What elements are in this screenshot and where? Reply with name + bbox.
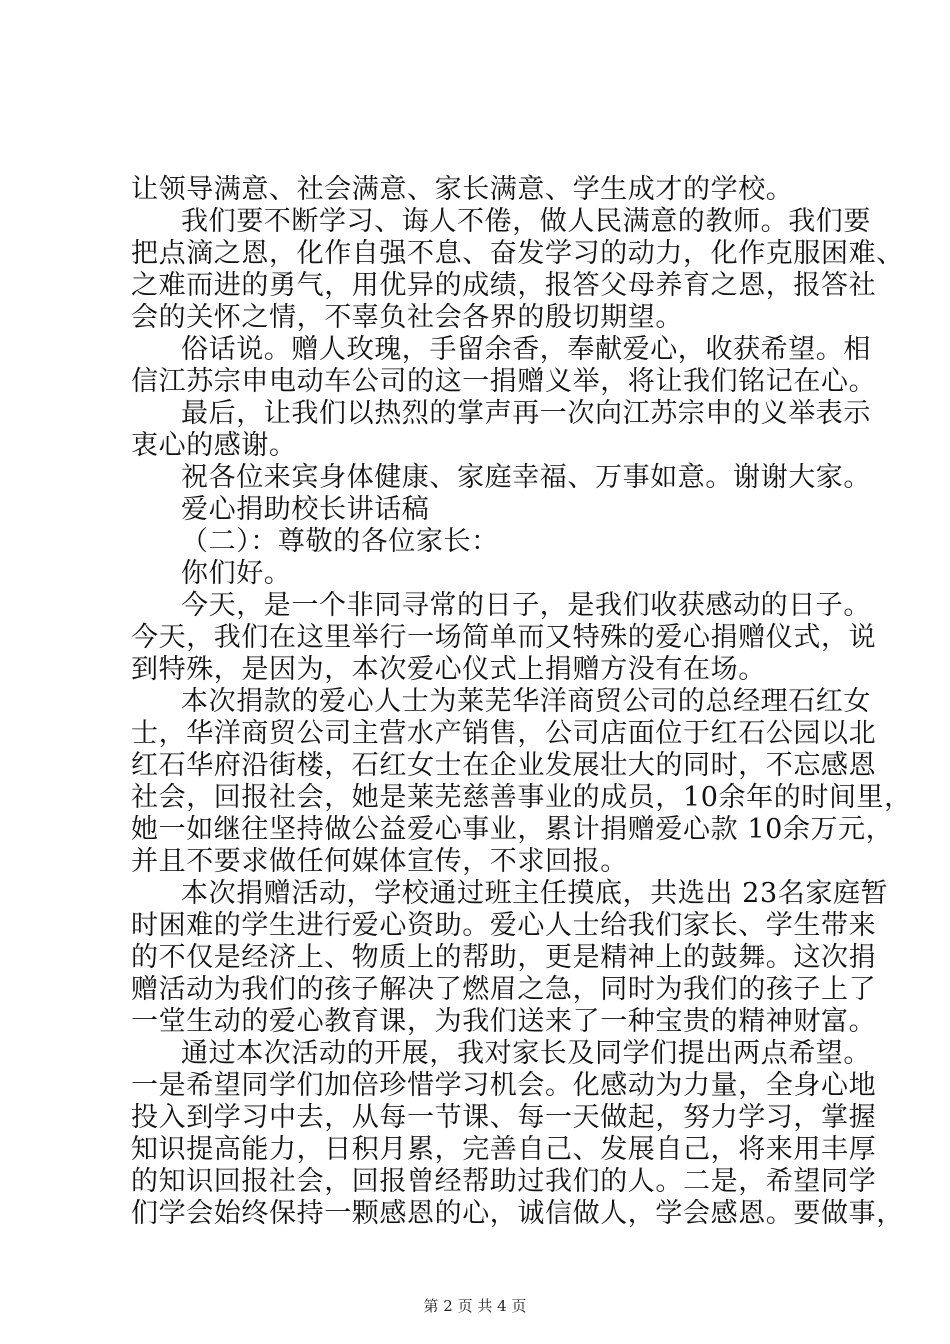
text-line: 今天，是一个非同寻常的日子，是我们收获感动的日子。 bbox=[181, 590, 871, 621]
text-line: 到特殊，是因为，本次爱心仪式上捐赠方没有在场。 bbox=[131, 654, 766, 685]
text-line: 之难而进的勇气，用优异的成绩，报答父母养育之恩，报答社 bbox=[131, 270, 877, 301]
text-line: 一堂生动的爱心教育课，为我们送来了一种宝贵的精神财富。 bbox=[131, 1006, 877, 1037]
text-line: 通过本次活动的开展，我对家长及同学们提出两点希望。 bbox=[181, 1038, 871, 1069]
text-line: 投入到学习中去，从每一节课、每一天做起，努力学习，掌握 bbox=[131, 1102, 877, 1133]
salutation: （二）：尊敬的各位家长： bbox=[181, 526, 499, 557]
text-line: 赠活动为我们的孩子解决了燃眉之急，同时为我们的孩子上了 bbox=[131, 974, 877, 1005]
text-line: 本次捐款的爱心人士为莱芜华洋商贸公司的总经理石红女 bbox=[181, 686, 871, 717]
section-heading: 爱心捐助校长讲话稿 bbox=[181, 494, 430, 525]
text-line: 本次捐赠活动，学校通过班主任摸底，共选出 23名家庭暂 bbox=[181, 878, 889, 909]
text-line: 的不仅是经济上、物质上的帮助，更是精神上的鼓舞。这次捐 bbox=[131, 942, 877, 973]
text-line: 把点滴之恩，化作自强不息、奋发学习的动力，化作克服困难、 bbox=[131, 238, 904, 269]
text-line: 的知识回报社会，回报曾经帮助过我们的人。二是，希望同学 bbox=[131, 1166, 877, 1197]
text-line: 会的关怀之情，不辜负社会各界的殷切期望。 bbox=[131, 302, 683, 333]
text-line: 知识提高能力，日积月累，完善自己、发展自己，将来用丰厚 bbox=[131, 1134, 877, 1165]
text-line: 信江苏宗申电动车公司的这一捐赠义举，将让我们铭记在心。 bbox=[131, 366, 877, 397]
text-line: 们学会始终保持一颗感恩的心，诚信做人，学会感恩。要做事， bbox=[131, 1198, 904, 1229]
text-line: 红石华府沿街楼，石红女士在企业发展壮大的同时，不忘感恩 bbox=[131, 750, 877, 781]
text-line: 社会，回报社会，她是莱芜慈善事业的成员，10余年的时间里， bbox=[131, 782, 912, 813]
text-line: 今天，我们在这里举行一场简单而又特殊的爱心捐赠仪式，说 bbox=[131, 622, 877, 653]
text-line: 并且不要求做任何媒体宣传，不求回报。 bbox=[131, 846, 628, 877]
text-line: 让领导满意、社会满意、家长满意、学生成才的学校。 bbox=[131, 174, 794, 205]
text-line: 她一如继往坚持做公益爱心事业，累计捐赠爱心款 10余万元， bbox=[131, 814, 894, 845]
text-line: 时困难的学生进行爱心资助。爱心人士给我们家长、学生带来 bbox=[131, 910, 877, 941]
text-line: 最后，让我们以热烈的掌声再一次向江苏宗申的义举表示 bbox=[181, 398, 871, 429]
page-number-footer: 第 2 页 共 4 页 bbox=[423, 1297, 527, 1315]
text-line: 祝各位来宾身体健康、家庭幸福、万事如意。谢谢大家。 bbox=[181, 462, 871, 493]
text-line: 俗话说。赠人玫瑰，手留余香，奉献爱心，收获希望。相 bbox=[181, 334, 871, 365]
text-line: 一是希望同学们加倍珍惜学习机会。化感动为力量，全身心地 bbox=[131, 1070, 877, 1101]
text-line: 我们要不断学习、诲人不倦，做人民满意的教师。我们要 bbox=[181, 206, 871, 237]
greeting: 你们好。 bbox=[181, 558, 292, 589]
text-line: 士，华洋商贸公司主营水产销售，公司店面位于红石公园以北 bbox=[131, 718, 877, 749]
text-line: 衷心的感谢。 bbox=[131, 430, 297, 461]
